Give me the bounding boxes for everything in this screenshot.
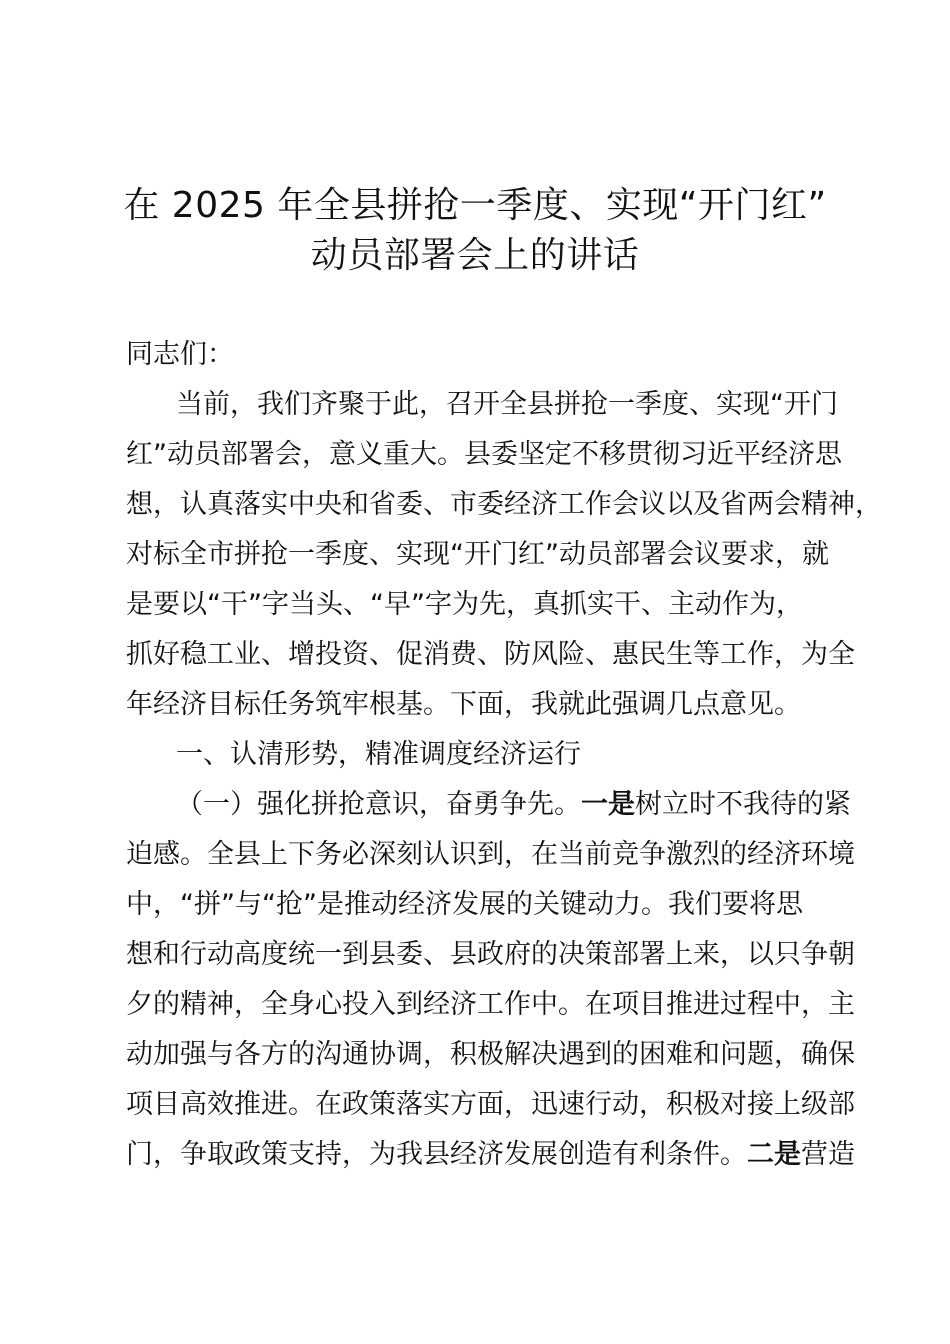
section-1-heading: 一、认清形势，精准调度经济运行 xyxy=(176,739,581,770)
subsection-1-line-4: 想和行动高度统一到县委、县政府的决策部署上来，以只争朝 xyxy=(126,939,855,970)
subsection-1-line-8-tail: 营造 xyxy=(801,1139,855,1170)
subsection-1-line-1-rest: 树立时不我待的紧 xyxy=(635,789,851,820)
paragraph-1-line-7: 年经济目标任务筑牢根基。下面，我就此强调几点意见。 xyxy=(126,689,801,720)
paragraph-1-line-5: 是要以“干”字当头、“早”字为先，真抓实干、主动作为， xyxy=(126,589,803,620)
document-title-line-1: 在 2025 年全县拼抢一季度、实现“开门红” xyxy=(123,185,827,226)
subsection-1-prefix: （一）强化拼抢意识，奋勇争先。 xyxy=(176,789,581,820)
salutation: 同志们： xyxy=(126,339,234,370)
paragraph-1-line-1: 当前，我们齐聚于此，召开全县拼抢一季度、实现“开门 xyxy=(176,389,838,420)
subsection-1-line-8 xyxy=(126,1130,855,1180)
paragraph-1-line-3: 想，认真落实中央和省委、市委经济工作会议以及省两会精神， xyxy=(126,489,882,520)
bold-marker-1: 一是 xyxy=(581,789,635,820)
subsection-1-line-8-text: 门，争取政策支持，为我县经济发展创造有利条件。 xyxy=(126,1139,747,1170)
subsection-1-line-7: 项目高效推进。在政策落实方面，迅速行动，积极对接上级部 xyxy=(126,1089,855,1120)
subsection-1-line-3: 中，“拼”与“抢”是推动经济发展的关键动力。我们要将思 xyxy=(126,889,803,920)
document-title-line-2: 动员部署会上的讲话 xyxy=(310,235,640,276)
subsection-1-line-6: 动加强与各方的沟通协调，积极解决遇到的困难和问题，确保 xyxy=(126,1039,855,1070)
bold-marker-2: 二是 xyxy=(747,1139,801,1170)
paragraph-1-line-4: 对标全市拼抢一季度、实现“开门红”动员部署会议要求，就 xyxy=(126,539,829,570)
subsection-1-line-5: 夕的精神，全身心投入到经济工作中。在项目推进过程中，主 xyxy=(126,989,855,1020)
subsection-1-line-1 xyxy=(176,780,851,830)
subsection-1-line-2: 迫感。全县上下务必深刻认识到，在当前竞争激烈的经济环境 xyxy=(126,839,855,870)
paragraph-1-line-2: 红”动员部署会，意义重大。县委坚定不移贯彻习近平经济思 xyxy=(126,439,842,470)
paragraph-1-line-6: 抓好稳工业、增投资、促消费、防风险、惠民生等工作，为全 xyxy=(126,639,855,670)
